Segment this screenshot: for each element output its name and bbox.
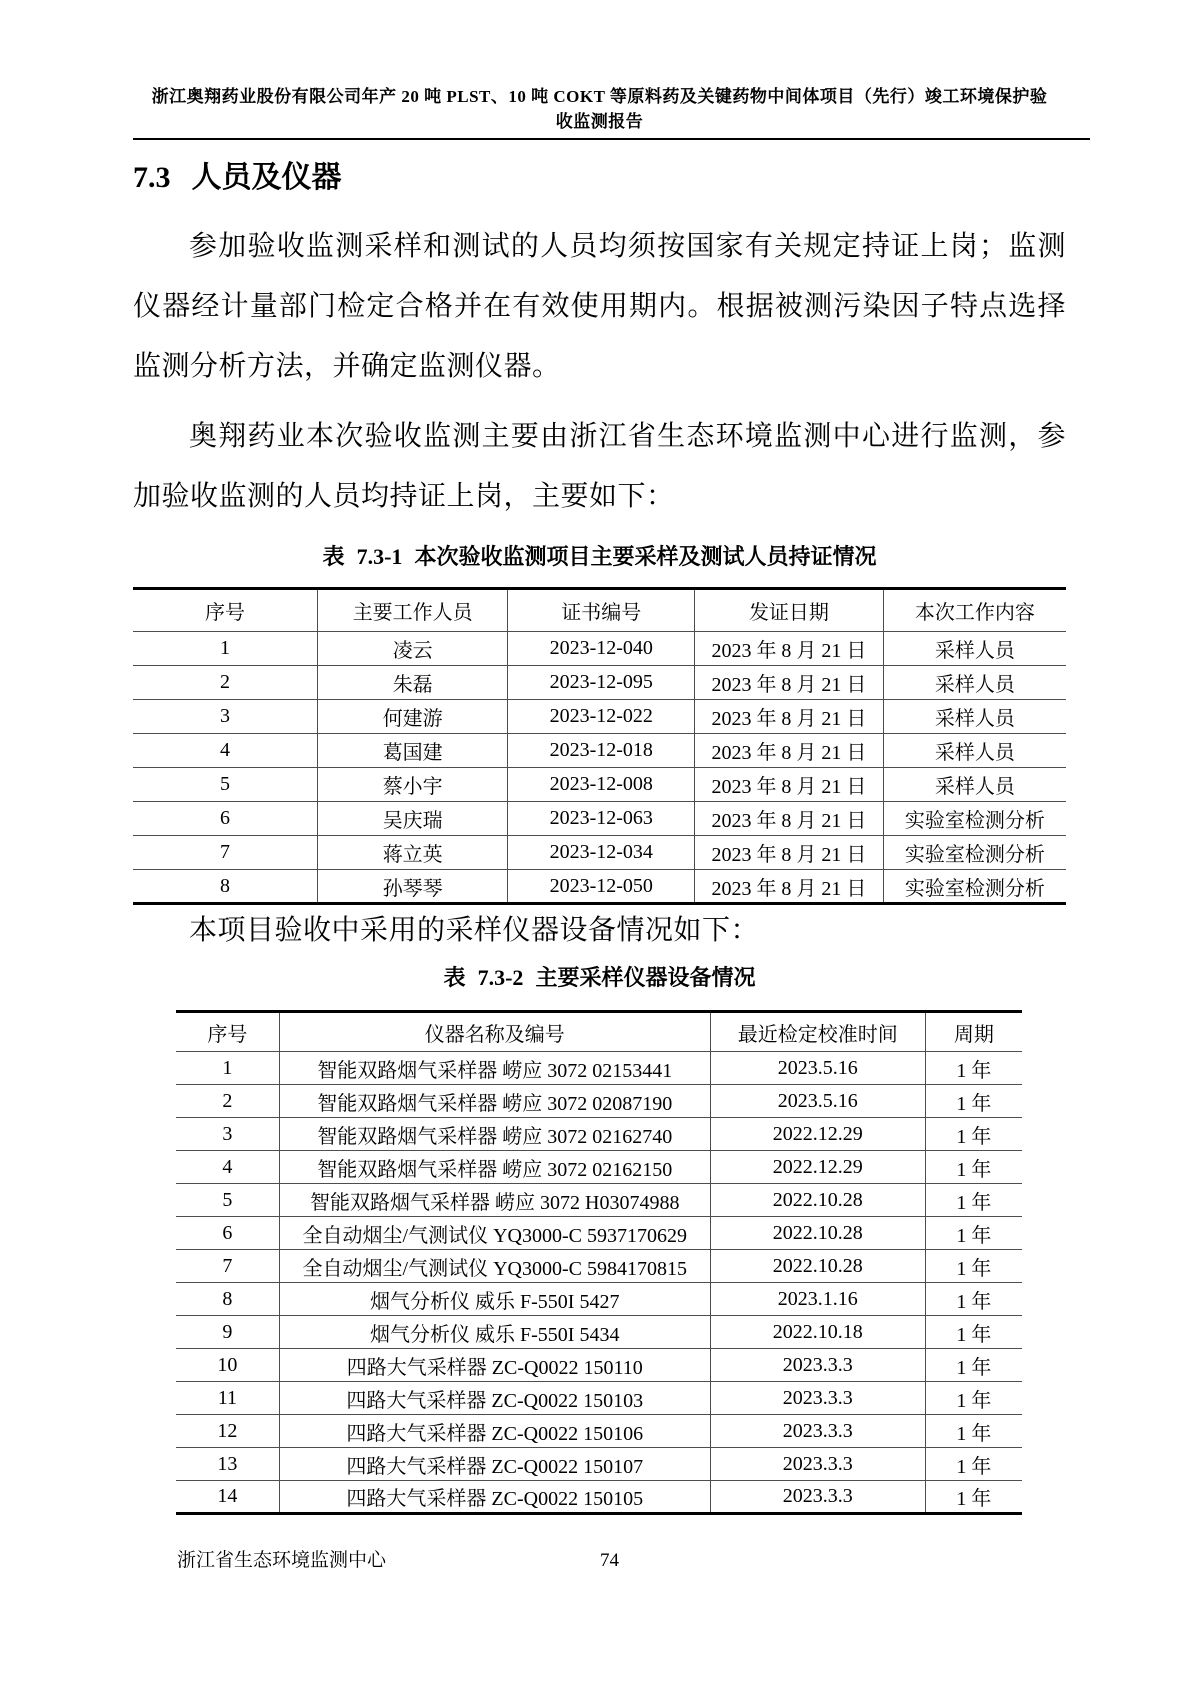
table-row: [176, 1085, 1022, 1118]
table-cell: 1 年: [925, 1184, 1022, 1217]
header-title-line1: 浙江奥翔药业股份有限公司年产 20 吨 PLST、10 吨 COKT 等原料药及关键药物中间体项目（先行）竣工环境保护验: [151, 87, 1048, 106]
table-cell: 四路大气采样器 ZC-Q0022 150103: [279, 1382, 710, 1415]
table-cell: 2022.10.28: [710, 1250, 925, 1283]
table-cell: 智能双路烟气采样器 崂应 3072 H03074988: [279, 1184, 710, 1217]
page-number: 74: [600, 1550, 619, 1571]
table-cell: 采样人员: [883, 666, 1066, 700]
table-cell: 2: [133, 666, 318, 700]
table-cell: 14: [176, 1481, 279, 1514]
header-title-line2: 收监测报告: [555, 112, 644, 131]
equipment-table-caption: 表 7.3-2 主要采样仪器设备情况: [443, 965, 756, 990]
table-row: [133, 768, 1066, 802]
table-cell: 蔡小宇: [318, 768, 508, 802]
table-cell: 9: [176, 1316, 279, 1349]
table-cell: 2023.3.3: [710, 1448, 925, 1481]
table-cell: 采样人员: [883, 734, 1066, 768]
header-rule: [133, 138, 1090, 140]
column-header: 仪器名称及编号: [279, 1012, 710, 1052]
column-header: 发证日期: [695, 589, 884, 632]
table-cell: 智能双路烟气采样器 崂应 3072 02162150: [279, 1151, 710, 1184]
table-cell: 吴庆瑞: [318, 802, 508, 836]
column-header: 主要工作人员: [318, 589, 508, 632]
table-cell: 3: [133, 700, 318, 734]
table-cell: 1 年: [925, 1448, 1022, 1481]
table-row: [176, 1283, 1022, 1316]
table-cell: 2: [176, 1085, 279, 1118]
table-row: [176, 1481, 1022, 1514]
table-cell: 采样人员: [883, 768, 1066, 802]
table-cell: 1 年: [925, 1283, 1022, 1316]
table-cell: 13: [176, 1448, 279, 1481]
table-cell: 5: [176, 1184, 279, 1217]
table-cell: 2023.3.3: [710, 1415, 925, 1448]
table-cell: 10: [176, 1349, 279, 1382]
table-cell: 7: [133, 836, 318, 870]
paragraph-equipment-intro: 本项目验收中采用的采样仪器设备情况如下：: [189, 915, 760, 946]
table-cell: 全自动烟尘/气测试仪 YQ3000-C 5937170629: [279, 1217, 710, 1250]
personnel-table-caption: 表 7.3-1 本次验收监测项目主要采样及测试人员持证情况: [322, 544, 877, 569]
table-cell: 8: [176, 1283, 279, 1316]
table-cell: 葛国建: [318, 734, 508, 768]
table-cell: 1: [133, 632, 318, 666]
table-cell: 1 年: [925, 1151, 1022, 1184]
table-cell: 2023 年 8 月 21 日: [695, 700, 884, 734]
table-row: [176, 1250, 1022, 1283]
table-cell: 4: [133, 734, 318, 768]
personnel-table-head: [133, 589, 1066, 632]
personnel-table-body: [133, 632, 1066, 904]
paragraph-certification: 参加验收监测采样和测试的人员均须按国家有关规定持证上岗；监测仪器经计量部门检定合格并在有效使用期内。根据被测污染因子特点选择监测分析方法，并确定监测仪器。: [133, 231, 1066, 382]
table-cell: 2022.12.29: [710, 1118, 925, 1151]
table-cell: 2023.5.16: [710, 1085, 925, 1118]
table-cell: 12: [176, 1415, 279, 1448]
table-cell: 2023 年 8 月 21 日: [695, 802, 884, 836]
table-cell: 2023.3.3: [710, 1349, 925, 1382]
column-header: 证书编号: [508, 589, 695, 632]
table-cell: 6: [176, 1217, 279, 1250]
table-header-row: [176, 1012, 1022, 1052]
table-cell: 2022.10.28: [710, 1184, 925, 1217]
table-cell: 四路大气采样器 ZC-Q0022 150106: [279, 1415, 710, 1448]
table-header-row: [133, 589, 1066, 632]
table-cell: 孙琴琴: [318, 870, 508, 904]
table-cell: 智能双路烟气采样器 崂应 3072 02162740: [279, 1118, 710, 1151]
table-cell: 智能双路烟气采样器 崂应 3072 02153441: [279, 1052, 710, 1085]
table-cell: 11: [176, 1382, 279, 1415]
table-cell: 2023 年 8 月 21 日: [695, 836, 884, 870]
table-cell: 6: [133, 802, 318, 836]
table-cell: 2023 年 8 月 21 日: [695, 870, 884, 904]
column-header: 序号: [205, 602, 245, 624]
section-heading: 7.3 人员及仪器: [133, 161, 342, 194]
page-footer: [0, 1548, 1190, 1574]
table-row: [176, 1052, 1022, 1085]
table-cell: 7: [176, 1250, 279, 1283]
table-cell: 烟气分析仪 威乐 F-550I 5427: [279, 1283, 710, 1316]
table-row: [133, 802, 1066, 836]
table-cell: 1 年: [925, 1349, 1022, 1382]
table-cell: 1: [176, 1052, 279, 1085]
table-cell: 4: [176, 1151, 279, 1184]
table-cell: 1 年: [925, 1217, 1022, 1250]
equipment-table: [176, 1010, 1022, 1515]
table-cell: 采样人员: [883, 632, 1066, 666]
column-header: 最近检定校准时间: [710, 1012, 925, 1052]
table-cell: 凌云: [318, 632, 508, 666]
table-row: [176, 1448, 1022, 1481]
table-cell: 四路大气采样器 ZC-Q0022 150107: [279, 1448, 710, 1481]
table-cell: 2023-12-063: [508, 802, 695, 836]
table-row: [176, 1382, 1022, 1415]
table-cell: 1 年: [925, 1250, 1022, 1283]
paragraph-monitoring-center: 奥翔药业本次验收监测主要由浙江省生态环境监测中心进行监测，参加验收监测的人员均持证上岗，主要如下：: [133, 421, 1066, 512]
table-row: [176, 1217, 1022, 1250]
table-cell: 何建游: [318, 700, 508, 734]
table-cell: 蒋立英: [318, 836, 508, 870]
document-content: [133, 0, 1066, 1515]
table-cell: 8: [133, 870, 318, 904]
table-cell: 2023.3.3: [710, 1481, 925, 1514]
table-cell: 烟气分析仪 威乐 F-550I 5434: [279, 1316, 710, 1349]
table-cell: 2022.10.28: [710, 1217, 925, 1250]
table-cell: 2023 年 8 月 21 日: [695, 632, 884, 666]
table-cell: 2023-12-018: [508, 734, 695, 768]
column-header: 序号: [207, 1023, 248, 1046]
table-row: [176, 1415, 1022, 1448]
table-row: [176, 1349, 1022, 1382]
table-cell: 2023.5.16: [710, 1052, 925, 1085]
table-cell: 2023-12-050: [508, 870, 695, 904]
table-cell: 采样人员: [883, 700, 1066, 734]
table-cell: 1 年: [925, 1481, 1022, 1514]
table-row: [176, 1151, 1022, 1184]
table-row: [176, 1184, 1022, 1217]
table-row: [133, 870, 1066, 904]
table-cell: 2023-12-008: [508, 768, 695, 802]
table-cell: 智能双路烟气采样器 崂应 3072 02087190: [279, 1085, 710, 1118]
table-row: [133, 666, 1066, 700]
table-row: [133, 734, 1066, 768]
table-cell: 实验室检测分析: [883, 836, 1066, 870]
table-cell: 2023-12-040: [508, 632, 695, 666]
table-cell: 3: [176, 1118, 279, 1151]
table-cell: 朱磊: [318, 666, 508, 700]
table-cell: 实验室检测分析: [883, 802, 1066, 836]
table-cell: 2023.1.16: [710, 1283, 925, 1316]
table-row: [133, 632, 1066, 666]
table-cell: 2023-12-095: [508, 666, 695, 700]
table-cell: 2023.3.3: [710, 1382, 925, 1415]
document-header: [133, 0, 1066, 134]
equipment-table-head: [176, 1012, 1022, 1052]
table-cell: 2023 年 8 月 21 日: [695, 768, 884, 802]
table-cell: 1 年: [925, 1382, 1022, 1415]
table-cell: 实验室检测分析: [883, 870, 1066, 904]
table-row: [176, 1316, 1022, 1349]
table-cell: 1 年: [925, 1085, 1022, 1118]
footer-organization: 浙江省生态环境监测中心: [177, 1550, 387, 1571]
table-cell: 1 年: [925, 1118, 1022, 1151]
table-cell: 1 年: [925, 1316, 1022, 1349]
table-row: [133, 700, 1066, 734]
table-cell: 2023-12-022: [508, 700, 695, 734]
table-cell: 5: [133, 768, 318, 802]
column-header: 本次工作内容: [883, 589, 1066, 632]
equipment-table-body: [176, 1052, 1022, 1514]
table-cell: 1 年: [925, 1052, 1022, 1085]
column-header: 周期: [925, 1012, 1022, 1052]
table-cell: 2022.12.29: [710, 1151, 925, 1184]
table-cell: 1 年: [925, 1415, 1022, 1448]
table-cell: 四路大气采样器 ZC-Q0022 150105: [279, 1481, 710, 1514]
personnel-table: [133, 587, 1066, 905]
table-cell: 2023 年 8 月 21 日: [695, 734, 884, 768]
table-cell: 2023 年 8 月 21 日: [695, 666, 884, 700]
table-cell: 四路大气采样器 ZC-Q0022 150110: [279, 1349, 710, 1382]
table-cell: 2022.10.18: [710, 1316, 925, 1349]
table-cell: 全自动烟尘/气测试仪 YQ3000-C 5984170815: [279, 1250, 710, 1283]
table-row: [176, 1118, 1022, 1151]
table-row: [133, 836, 1066, 870]
table-cell: 2023-12-034: [508, 836, 695, 870]
